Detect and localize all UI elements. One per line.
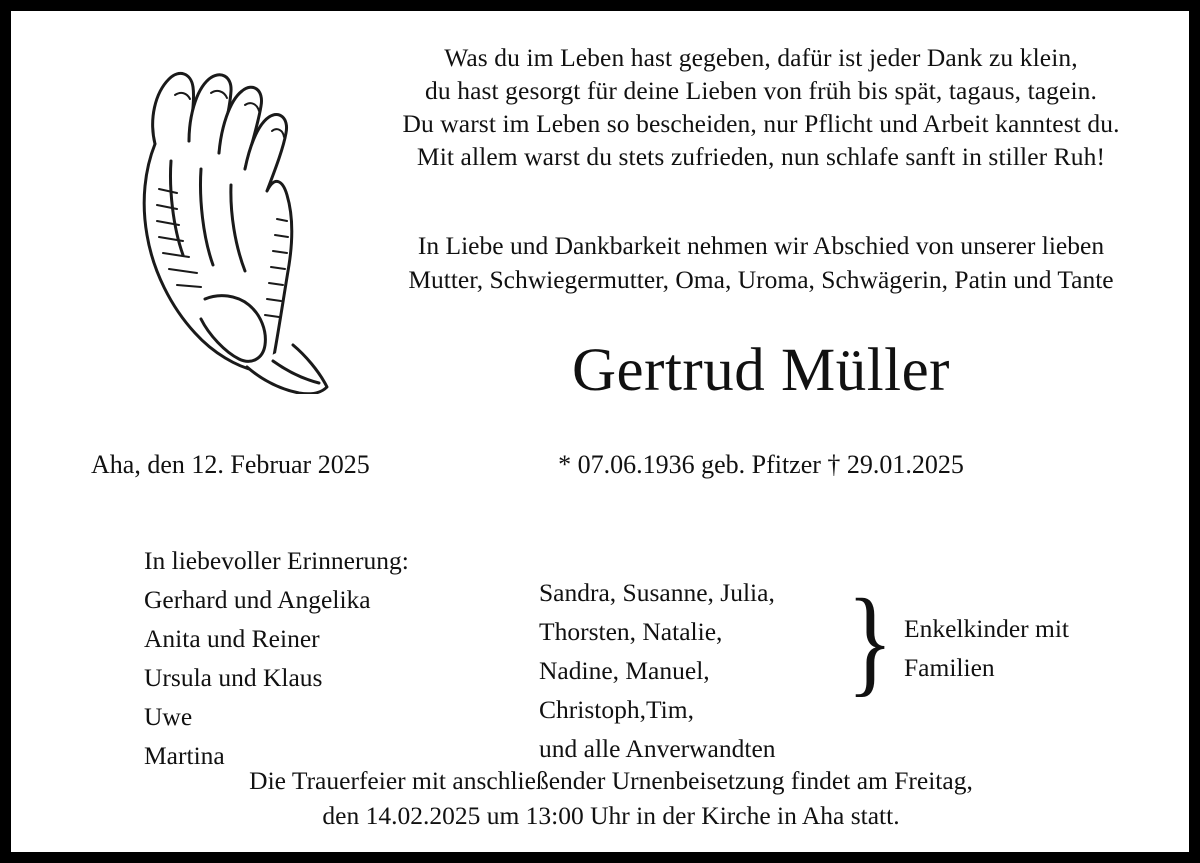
memorial-verse bbox=[351, 41, 1171, 173]
relatives-line: und alle Anverwandten bbox=[539, 734, 776, 763]
farewell-intro bbox=[341, 229, 1181, 297]
obituary-inner bbox=[11, 11, 1189, 852]
funeral-line-2: den 14.02.2025 um 13:00 Uhr in der Kirche in Aha statt. bbox=[322, 801, 900, 830]
grandchild-line-2: Thorsten, Natalie, bbox=[539, 617, 723, 646]
grandchild-line-4: Christoph,Tim, bbox=[539, 695, 694, 724]
funeral-line-1: Die Trauerfeier mit anschließender Urnenbeisetzung findet am Freitag, bbox=[249, 766, 973, 795]
life-dates: * 07.06.1936 geb. Pfitzer † 29.01.2025 bbox=[558, 450, 964, 479]
mourner-3: Ursula und Klaus bbox=[144, 663, 323, 692]
mourner-2: Anita und Reiner bbox=[144, 624, 320, 653]
grandchildren-label bbox=[904, 609, 1069, 687]
mourners-right-column bbox=[539, 573, 776, 768]
place-and-date: Aha, den 12. Februar 2025 bbox=[91, 450, 370, 479]
mourner-5: Martina bbox=[144, 741, 225, 770]
mourner-1: Gerhard und Angelika bbox=[144, 585, 371, 614]
grandchild-line-1: Sandra, Susanne, Julia, bbox=[539, 578, 775, 607]
verse-line-2: du hast gesorgt für deine Lieben von früh bis spät, tagaus, tagein. bbox=[425, 76, 1097, 105]
grandchildren-label-line-1: Enkelkinder mit bbox=[904, 614, 1070, 643]
mourners-left-column bbox=[144, 541, 409, 775]
verse-line-4: Mit allem warst du stets zufrieden, nun schlafe sanft in stiller Ruh! bbox=[416, 142, 1106, 171]
grandchildren-label-line-2: Familien bbox=[904, 653, 995, 682]
verse-line-1: Was du im Leben hast gegeben, dafür ist jeder Dank zu klein, bbox=[444, 43, 1078, 72]
mourner-4: Uwe bbox=[144, 702, 193, 731]
funeral-details bbox=[111, 763, 1111, 833]
intro-line-2: Mutter, Schwiegermutter, Oma, Uroma, Schwägerin, Patin und Tante bbox=[408, 265, 1114, 294]
grandchild-line-3: Nadine, Manuel, bbox=[539, 656, 710, 685]
deceased-name: Gertrud Müller bbox=[572, 337, 950, 404]
curly-brace-icon: } bbox=[847, 573, 894, 708]
mourners-heading: In liebevoller Erinnerung: bbox=[144, 546, 409, 575]
verse-line-3: Du warst im Leben so bescheiden, nur Pflicht und Arbeit kanntest du. bbox=[402, 109, 1120, 138]
intro-line-1: In Liebe und Dankbarkeit nehmen wir Abschied von unserer lieben bbox=[417, 231, 1105, 260]
praying-hands-icon bbox=[97, 49, 337, 394]
